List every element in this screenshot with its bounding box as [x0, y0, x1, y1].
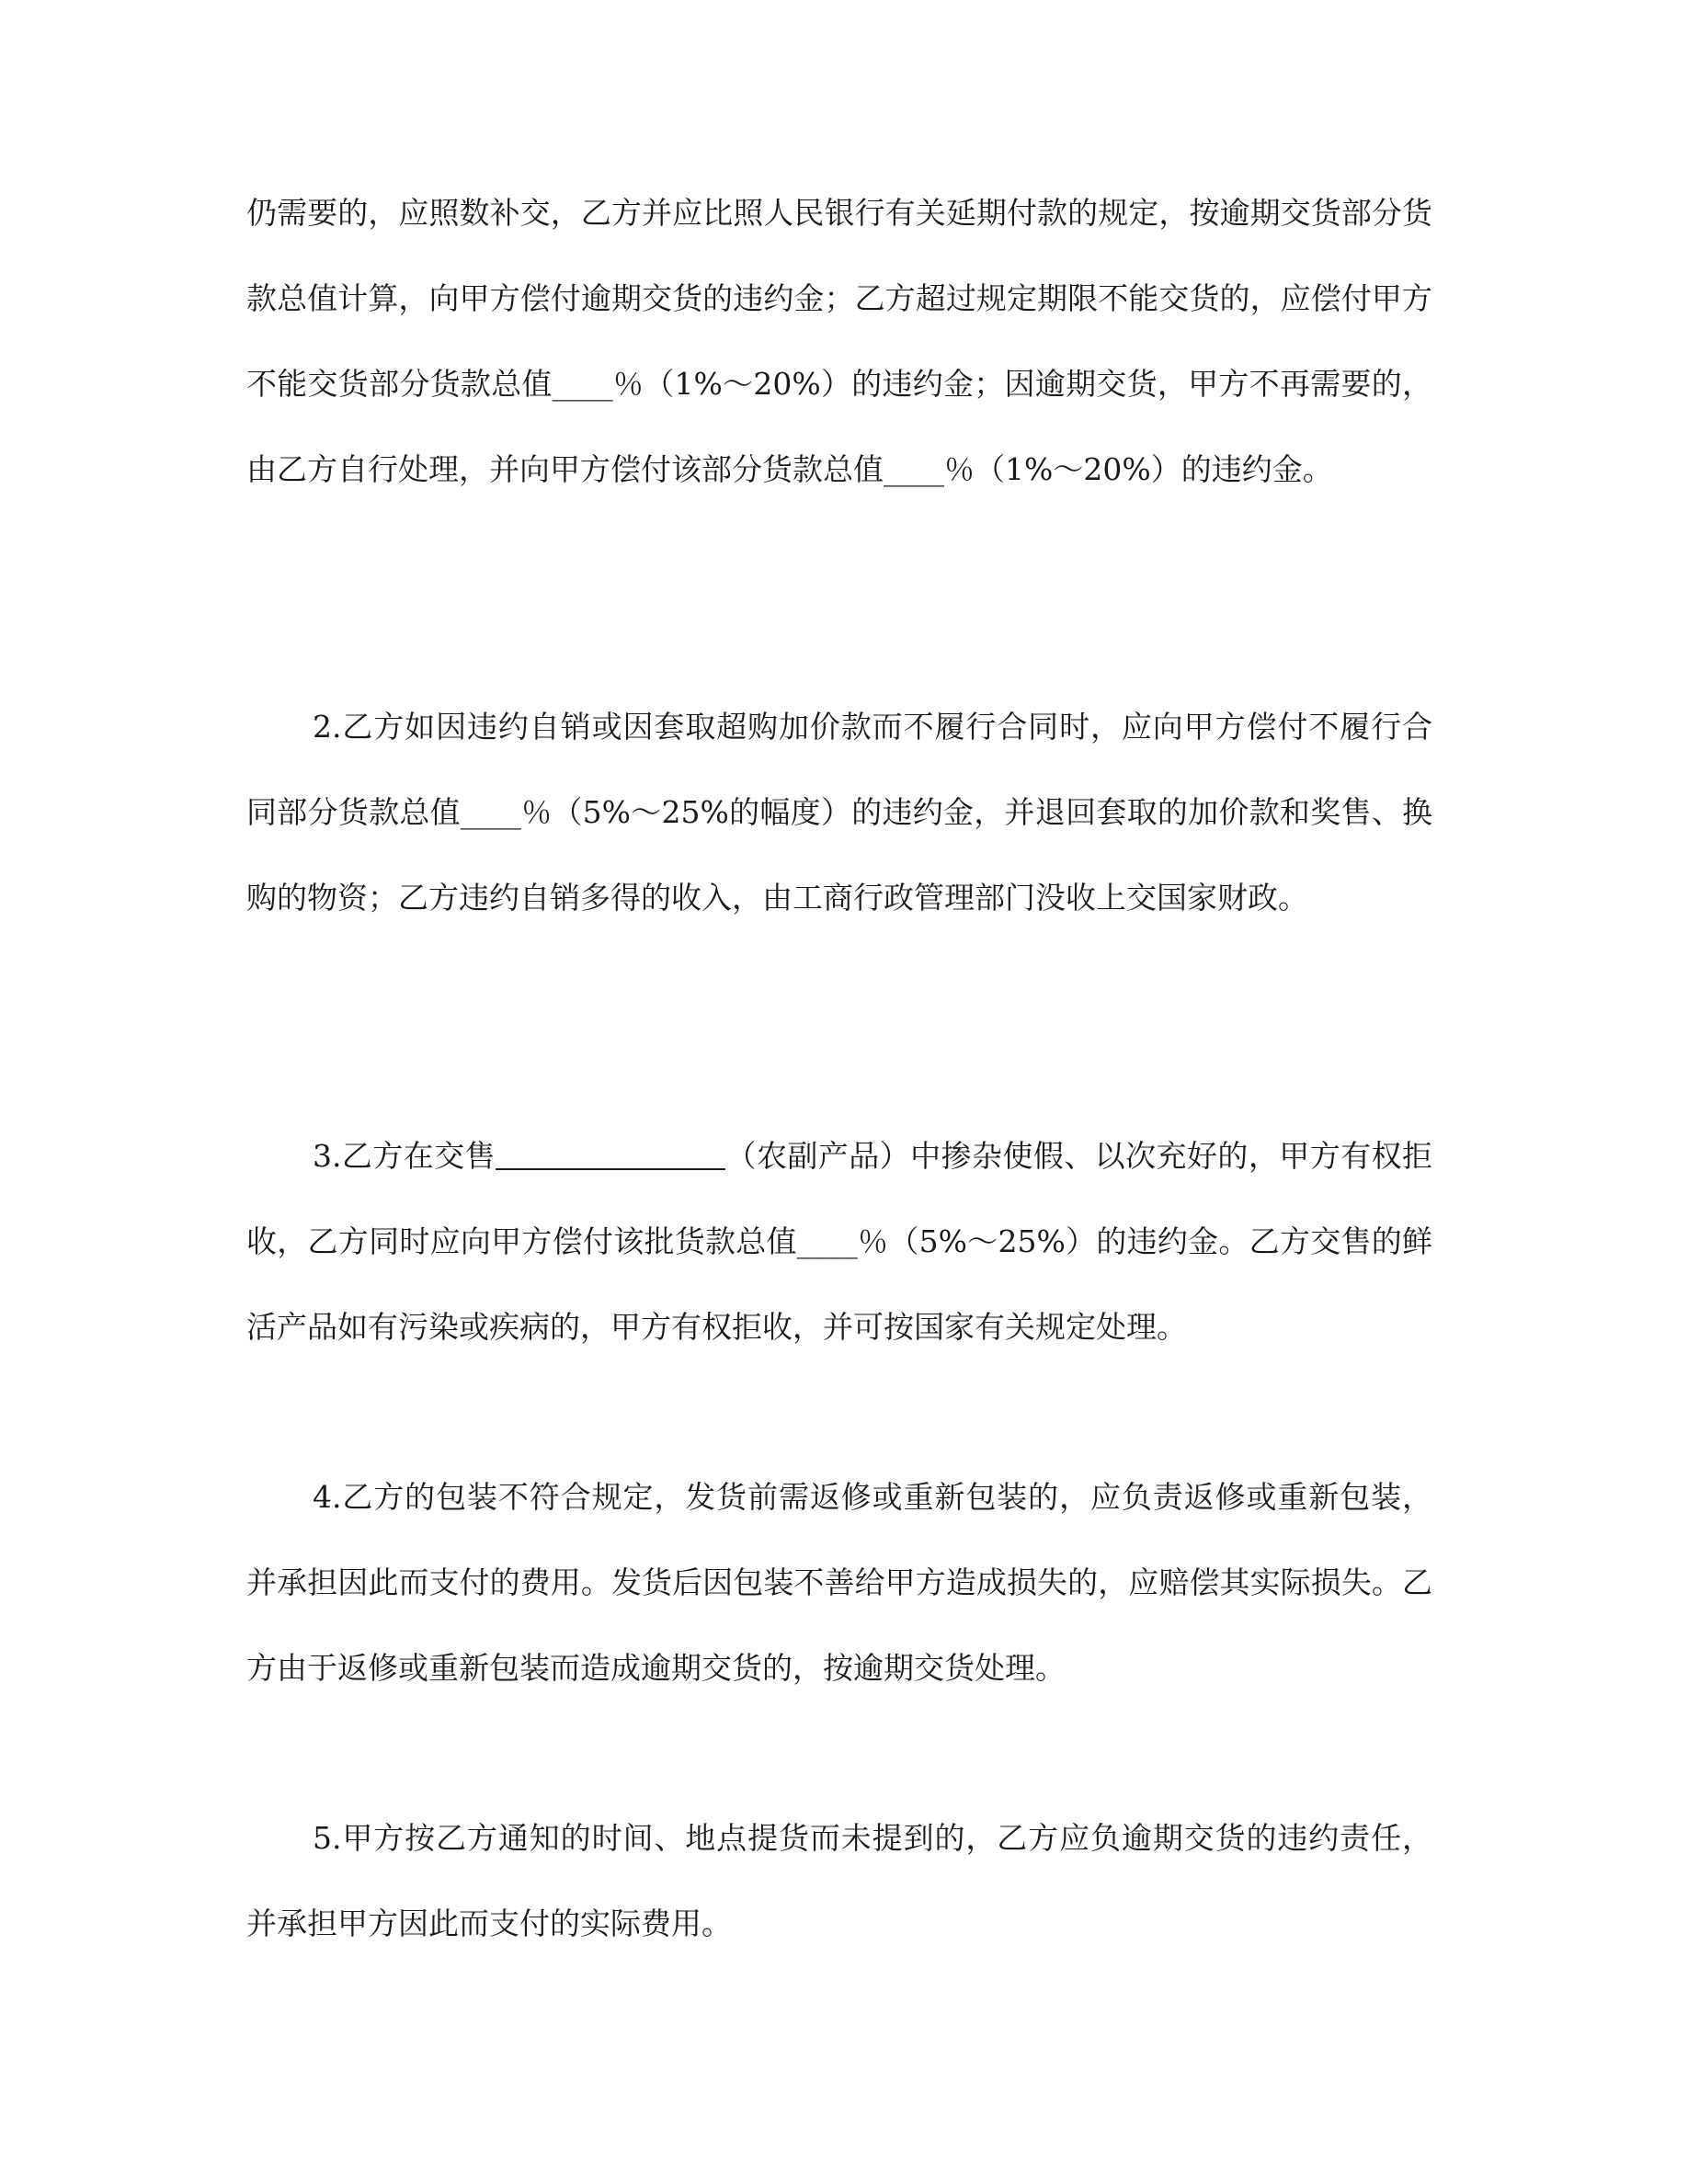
paragraph-clause-3 [246, 1113, 1432, 1370]
paragraph-clause-4: 4.乙方的包装不符合规定，发货前需返修或重新包装的，应负责返修或重新包装，并承担因此而支付的费用。发货后因包装不善给甲方造成损失的，应赔偿其实际损失。乙方由于返修或重新包装而造成逾期交货的，按逾期交货处理。 [246, 1479, 1432, 1686]
paragraph-clause-2: 2.乙方如因违约自销或因套取超购加价款而不履行合同时，应向甲方偿付不履行合同部分货款总值____％（5%～25%的幅度）的违约金，并退回套取的加价款和奖售、换购的物资；乙方违约自销多得的收入，由工商行政管理部门没收上交国家财政。 [246, 709, 1432, 916]
paragraph-continuation-penalty: 仍需要的，应照数补交，乙方并应比照人民银行有关延期付款的规定，按逾期交货部分货款总值计算，向甲方偿付逾期交货的违约金；乙方超过规定期限不能交货的，应偿付甲方不能交货部分货款总值____％（1%～20%）的违约金；因逾期交货，甲方不再需要的，由乙方自行处理，并向甲方偿付该部分货款总值____％（1%～20%）的违约金。 [246, 195, 1432, 487]
clause-3-text-before-blank: 3.乙方在交售 [313, 1138, 496, 1174]
clause-3-text-after-blank: （农副产品）中掺杂使假、以次充好的，甲方有权拒收，乙方同时应向甲方偿付该批货款总值____％（5%～25%）的违约金。乙方交售的鲜活产品如有污染或疾病的，甲方有权拒收，并可按国家有关规定处理。 [246, 1138, 1432, 1345]
fill-in-blank-line [496, 1141, 725, 1170]
paragraph-clause-5: 5.甲方按乙方通知的时间、地点提货而未提到的，乙方应负逾期交货的违约责任，并承担甲方因此而支付的实际费用。 [246, 1820, 1432, 1941]
